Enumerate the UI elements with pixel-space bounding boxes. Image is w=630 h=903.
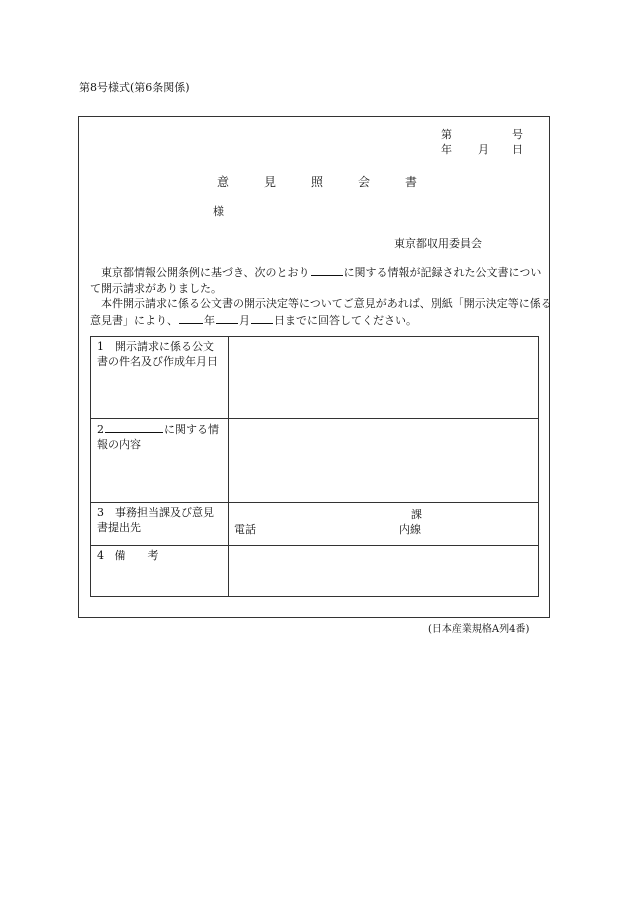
title-char: 見	[264, 175, 277, 189]
body-paragraph-2	[90, 296, 552, 329]
body-text: に関する情報が記録された公文書について開示請求がありました。	[90, 266, 542, 295]
row4-label-text: 備 考	[114, 549, 159, 562]
table-row	[91, 503, 539, 546]
table-row	[91, 546, 539, 597]
addressee-suffix: 様	[213, 205, 224, 218]
date-label-day: 日	[512, 143, 523, 156]
sender-name: 東京都収用委員会	[394, 237, 482, 250]
row2-number: 2	[97, 423, 104, 436]
table-row	[91, 337, 539, 419]
body-text: 東京都情報公開条例に基づき、次のとおり	[101, 266, 310, 279]
row1-label-text: 1 開示請求に係る公文書の件名及び作成年月日	[97, 340, 218, 368]
title-char: 意	[217, 175, 230, 189]
blank-line	[105, 421, 163, 433]
row3-label-text: 3 事務担当課及び意見書提出先	[97, 506, 214, 534]
date-label-year: 年	[441, 143, 452, 156]
row1-label	[91, 337, 229, 419]
number-label-dai: 第	[441, 128, 452, 141]
body-text: 本件開示請求に係る公文書の開示決定等についてご意見があれば、別紙「開示決定等に係る意見書」により、	[90, 297, 552, 327]
blank-line	[216, 312, 238, 324]
phone-label: 電話	[234, 523, 256, 536]
paper-size-note: (日本産業規格A列4番)	[428, 624, 530, 635]
row2-value	[229, 419, 539, 503]
body-text: 年	[204, 314, 215, 327]
row2-label	[91, 419, 229, 503]
body-text: 月	[239, 314, 250, 327]
blank-line	[179, 312, 203, 324]
row2-label-text: に関する情報の内容	[97, 423, 219, 451]
title-char: 書	[405, 175, 418, 189]
body-paragraph-1	[90, 264, 552, 297]
number-label-go: 号	[512, 128, 523, 141]
blank-line	[311, 264, 343, 276]
row4-number: 4	[97, 549, 104, 562]
blank-line	[251, 312, 273, 324]
section-label: 課	[411, 508, 422, 521]
row1-value	[229, 337, 539, 419]
form-number: 第8号様式(第6条関係)	[79, 81, 190, 94]
row3-label	[91, 503, 229, 546]
extension-label: 内線	[399, 523, 421, 536]
date-label-month: 月	[478, 143, 489, 156]
info-table	[90, 336, 539, 597]
table-row	[91, 419, 539, 503]
row4-label	[91, 546, 229, 597]
row3-value	[229, 503, 539, 546]
title-char: 会	[358, 175, 371, 189]
title-char: 照	[311, 175, 324, 189]
body-text: 日までに回答してください。	[274, 314, 417, 327]
row4-value	[229, 546, 539, 597]
